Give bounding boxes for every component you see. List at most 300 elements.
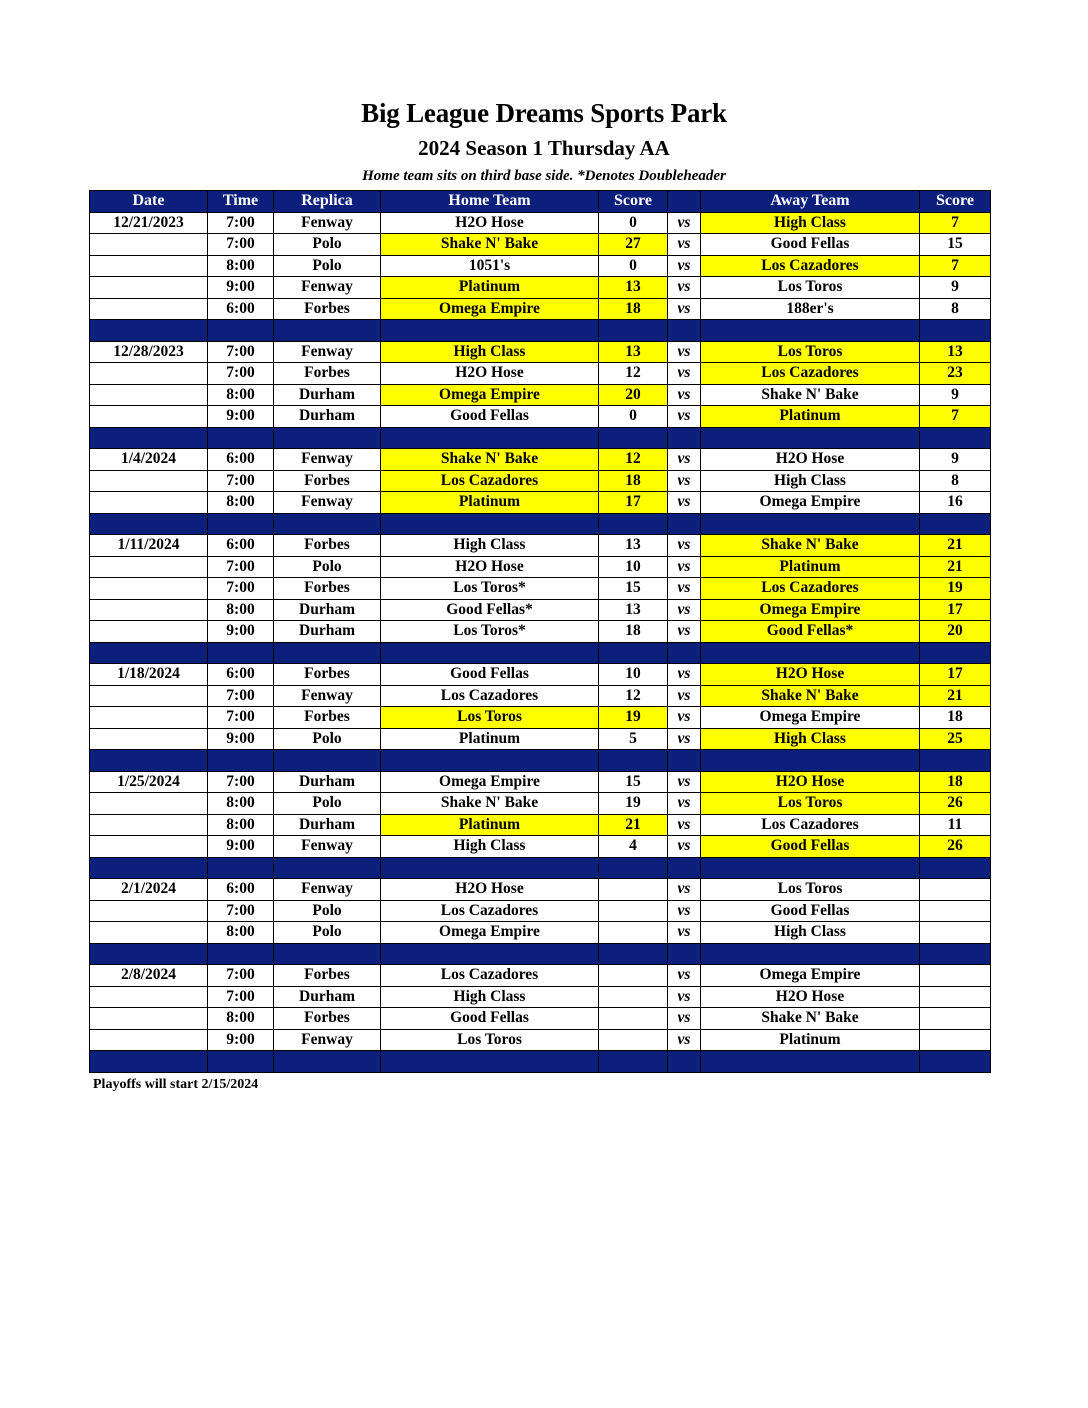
field-cell: Forbes: [274, 707, 381, 729]
home-score-cell: 27: [599, 234, 668, 256]
field-cell: Forbes: [274, 363, 381, 385]
away-score-cell: [920, 965, 991, 987]
time-cell: 7:00: [208, 900, 274, 922]
field-cell: Durham: [274, 771, 381, 793]
col-header-date: Date: [90, 191, 208, 213]
away-score-cell: 8: [920, 470, 991, 492]
date-cell: [90, 363, 208, 385]
field-cell: Forbes: [274, 470, 381, 492]
separator-cell: [701, 642, 920, 664]
vs-cell: vs: [668, 384, 701, 406]
separator-cell: [208, 1051, 274, 1073]
time-cell: 8:00: [208, 492, 274, 514]
vs-cell: vs: [668, 277, 701, 299]
date-cell: 2/1/2024: [90, 879, 208, 901]
away-score-cell: [920, 1008, 991, 1030]
time-cell: 6:00: [208, 298, 274, 320]
away-score-cell: 26: [920, 793, 991, 815]
separator-row: [90, 320, 991, 342]
time-cell: 8:00: [208, 793, 274, 815]
away-team-cell: High Class: [701, 728, 920, 750]
home-score-cell: 12: [599, 363, 668, 385]
separator-row: [90, 427, 991, 449]
home-team-cell: Good Fellas*: [381, 599, 599, 621]
date-cell: [90, 707, 208, 729]
separator-cell: [90, 943, 208, 965]
time-cell: 9:00: [208, 277, 274, 299]
date-cell: [90, 255, 208, 277]
field-cell: Fenway: [274, 879, 381, 901]
away-score-cell: 7: [920, 406, 991, 428]
date-cell: [90, 234, 208, 256]
field-cell: Durham: [274, 814, 381, 836]
away-team-cell: H2O Hose: [701, 771, 920, 793]
home-team-cell: High Class: [381, 535, 599, 557]
vs-cell: vs: [668, 535, 701, 557]
table-row: [90, 277, 991, 299]
field-cell: Forbes: [274, 535, 381, 557]
date-cell: [90, 793, 208, 815]
time-cell: 9:00: [208, 1029, 274, 1051]
field-cell: Fenway: [274, 341, 381, 363]
away-team-cell: Los Cazadores: [701, 363, 920, 385]
separator-cell: [90, 513, 208, 535]
date-cell: [90, 1029, 208, 1051]
home-team-cell: Omega Empire: [381, 922, 599, 944]
date-cell: [90, 384, 208, 406]
separator-cell: [381, 320, 599, 342]
home-score-cell: [599, 900, 668, 922]
away-team-cell: Good Fellas: [701, 900, 920, 922]
away-team-cell: Shake N' Bake: [701, 685, 920, 707]
time-cell: 7:00: [208, 556, 274, 578]
away-score-cell: [920, 879, 991, 901]
away-score-cell: 26: [920, 836, 991, 858]
field-cell: Fenway: [274, 449, 381, 471]
time-cell: 8:00: [208, 384, 274, 406]
separator-cell: [701, 943, 920, 965]
separator-cell: [599, 1051, 668, 1073]
field-cell: Forbes: [274, 578, 381, 600]
vs-cell: vs: [668, 879, 701, 901]
table-row: [90, 621, 991, 643]
field-cell: Fenway: [274, 212, 381, 234]
separator-cell: [920, 750, 991, 772]
field-cell: Polo: [274, 234, 381, 256]
separator-cell: [274, 1051, 381, 1073]
away-score-cell: 21: [920, 685, 991, 707]
away-score-cell: 17: [920, 599, 991, 621]
col-header-away-score: Score: [920, 191, 991, 213]
vs-cell: vs: [668, 1008, 701, 1030]
vs-cell: vs: [668, 1029, 701, 1051]
table-row: [90, 728, 991, 750]
field-cell: Forbes: [274, 664, 381, 686]
away-team-cell: H2O Hose: [701, 449, 920, 471]
away-team-cell: H2O Hose: [701, 664, 920, 686]
separator-cell: [208, 513, 274, 535]
home-score-cell: 20: [599, 384, 668, 406]
home-score-cell: 13: [599, 341, 668, 363]
schedule-note: Home team sits on third base side. *Denotes Doubleheader: [362, 168, 726, 184]
table-row: [90, 664, 991, 686]
home-team-cell: Platinum: [381, 277, 599, 299]
vs-cell: vs: [668, 728, 701, 750]
home-team-cell: High Class: [381, 986, 599, 1008]
vs-cell: vs: [668, 599, 701, 621]
vs-cell: vs: [668, 814, 701, 836]
separator-cell: [381, 943, 599, 965]
home-score-cell: 18: [599, 298, 668, 320]
col-header-home-team: Home Team: [381, 191, 599, 213]
away-score-cell: 8: [920, 298, 991, 320]
separator-row: [90, 642, 991, 664]
vs-cell: vs: [668, 986, 701, 1008]
home-team-cell: H2O Hose: [381, 556, 599, 578]
table-row: [90, 492, 991, 514]
separator-cell: [381, 750, 599, 772]
field-cell: Polo: [274, 255, 381, 277]
separator-row: [90, 750, 991, 772]
field-cell: Forbes: [274, 298, 381, 320]
separator-row: [90, 513, 991, 535]
table-row: [90, 298, 991, 320]
home-team-cell: H2O Hose: [381, 879, 599, 901]
away-team-cell: Los Toros: [701, 879, 920, 901]
time-cell: 9:00: [208, 621, 274, 643]
field-cell: Fenway: [274, 836, 381, 858]
table-row: [90, 1029, 991, 1051]
date-cell: [90, 900, 208, 922]
vs-cell: vs: [668, 341, 701, 363]
separator-cell: [920, 427, 991, 449]
separator-cell: [668, 750, 701, 772]
table-header-row: [90, 191, 991, 213]
date-cell: [90, 986, 208, 1008]
home-score-cell: [599, 965, 668, 987]
away-score-cell: [920, 900, 991, 922]
home-team-cell: Los Cazadores: [381, 685, 599, 707]
time-cell: 7:00: [208, 212, 274, 234]
time-cell: 7:00: [208, 965, 274, 987]
away-score-cell: 21: [920, 535, 991, 557]
separator-cell: [208, 943, 274, 965]
home-score-cell: 13: [599, 277, 668, 299]
field-cell: Durham: [274, 406, 381, 428]
home-score-cell: 13: [599, 535, 668, 557]
home-team-cell: High Class: [381, 341, 599, 363]
separator-cell: [208, 642, 274, 664]
field-cell: Polo: [274, 793, 381, 815]
home-team-cell: Good Fellas: [381, 406, 599, 428]
field-cell: Polo: [274, 728, 381, 750]
away-team-cell: H2O Hose: [701, 986, 920, 1008]
separator-cell: [599, 513, 668, 535]
field-cell: Polo: [274, 556, 381, 578]
time-cell: 7:00: [208, 470, 274, 492]
away-score-cell: 23: [920, 363, 991, 385]
time-cell: 8:00: [208, 922, 274, 944]
table-row: [90, 556, 991, 578]
away-score-cell: 11: [920, 814, 991, 836]
time-cell: 7:00: [208, 685, 274, 707]
separator-cell: [381, 857, 599, 879]
away-team-cell: 188er's: [701, 298, 920, 320]
separator-cell: [920, 513, 991, 535]
field-cell: Durham: [274, 986, 381, 1008]
vs-cell: vs: [668, 492, 701, 514]
table-row: [90, 363, 991, 385]
date-cell: [90, 406, 208, 428]
vs-cell: vs: [668, 234, 701, 256]
separator-cell: [599, 320, 668, 342]
home-team-cell: Shake N' Bake: [381, 234, 599, 256]
separator-cell: [668, 320, 701, 342]
home-score-cell: 10: [599, 556, 668, 578]
separator-cell: [668, 943, 701, 965]
separator-cell: [90, 1051, 208, 1073]
separator-cell: [920, 642, 991, 664]
separator-cell: [381, 642, 599, 664]
home-score-cell: 17: [599, 492, 668, 514]
separator-cell: [920, 943, 991, 965]
separator-cell: [208, 857, 274, 879]
home-team-cell: Shake N' Bake: [381, 449, 599, 471]
date-cell: [90, 277, 208, 299]
home-score-cell: [599, 922, 668, 944]
home-score-cell: [599, 1008, 668, 1030]
home-score-cell: 4: [599, 836, 668, 858]
table-row: [90, 212, 991, 234]
away-team-cell: Los Toros: [701, 341, 920, 363]
field-cell: Fenway: [274, 492, 381, 514]
away-score-cell: 7: [920, 212, 991, 234]
home-score-cell: 12: [599, 449, 668, 471]
away-team-cell: High Class: [701, 470, 920, 492]
home-team-cell: Shake N' Bake: [381, 793, 599, 815]
away-score-cell: 19: [920, 578, 991, 600]
separator-row: [90, 1051, 991, 1073]
home-team-cell: Los Cazadores: [381, 965, 599, 987]
date-cell: 1/4/2024: [90, 449, 208, 471]
separator-cell: [274, 513, 381, 535]
separator-cell: [599, 750, 668, 772]
vs-cell: vs: [668, 965, 701, 987]
table-row: [90, 341, 991, 363]
playoffs-note: Playoffs will start 2/15/2024: [93, 1077, 259, 1092]
separator-cell: [274, 943, 381, 965]
time-cell: 6:00: [208, 879, 274, 901]
away-team-cell: Good Fellas*: [701, 621, 920, 643]
separator-cell: [90, 857, 208, 879]
table-row: [90, 836, 991, 858]
away-score-cell: 9: [920, 277, 991, 299]
home-score-cell: 0: [599, 255, 668, 277]
home-team-cell: 1051's: [381, 255, 599, 277]
vs-cell: vs: [668, 298, 701, 320]
time-cell: 6:00: [208, 535, 274, 557]
home-team-cell: Good Fellas: [381, 1008, 599, 1030]
time-cell: 6:00: [208, 449, 274, 471]
away-score-cell: 7: [920, 255, 991, 277]
away-score-cell: 17: [920, 664, 991, 686]
home-team-cell: High Class: [381, 836, 599, 858]
separator-cell: [668, 857, 701, 879]
date-cell: [90, 578, 208, 600]
date-cell: [90, 470, 208, 492]
away-score-cell: 13: [920, 341, 991, 363]
home-score-cell: [599, 1029, 668, 1051]
col-header-home-score: Score: [599, 191, 668, 213]
schedule-body: [90, 212, 991, 1072]
date-cell: [90, 1008, 208, 1030]
time-cell: 8:00: [208, 599, 274, 621]
home-team-cell: Omega Empire: [381, 298, 599, 320]
date-cell: [90, 814, 208, 836]
separator-cell: [90, 750, 208, 772]
time-cell: 7:00: [208, 771, 274, 793]
table-row: [90, 707, 991, 729]
vs-cell: vs: [668, 449, 701, 471]
home-score-cell: 15: [599, 771, 668, 793]
away-score-cell: 18: [920, 771, 991, 793]
separator-cell: [274, 750, 381, 772]
separator-cell: [599, 857, 668, 879]
field-cell: Polo: [274, 922, 381, 944]
date-cell: 1/25/2024: [90, 771, 208, 793]
home-score-cell: 15: [599, 578, 668, 600]
date-cell: [90, 922, 208, 944]
col-header-away-team: Away Team: [701, 191, 920, 213]
table-row: [90, 685, 991, 707]
vs-cell: vs: [668, 836, 701, 858]
away-team-cell: Shake N' Bake: [701, 535, 920, 557]
away-team-cell: Los Cazadores: [701, 814, 920, 836]
vs-cell: vs: [668, 556, 701, 578]
home-score-cell: 19: [599, 793, 668, 815]
field-cell: Fenway: [274, 1029, 381, 1051]
date-cell: 1/18/2024: [90, 664, 208, 686]
home-team-cell: Platinum: [381, 814, 599, 836]
home-score-cell: [599, 986, 668, 1008]
away-score-cell: 20: [920, 621, 991, 643]
separator-cell: [920, 857, 991, 879]
time-cell: 9:00: [208, 836, 274, 858]
vs-cell: vs: [668, 212, 701, 234]
home-score-cell: 18: [599, 621, 668, 643]
separator-cell: [381, 427, 599, 449]
table-row: [90, 255, 991, 277]
separator-cell: [920, 320, 991, 342]
away-score-cell: 9: [920, 384, 991, 406]
away-team-cell: Los Cazadores: [701, 255, 920, 277]
table-row: [90, 578, 991, 600]
table-row: [90, 879, 991, 901]
separator-cell: [701, 750, 920, 772]
table-row: [90, 535, 991, 557]
field-cell: Forbes: [274, 965, 381, 987]
away-team-cell: Good Fellas: [701, 234, 920, 256]
vs-cell: vs: [668, 363, 701, 385]
separator-cell: [701, 513, 920, 535]
separator-cell: [90, 320, 208, 342]
separator-cell: [274, 320, 381, 342]
col-header-vs: [668, 191, 701, 213]
field-cell: Fenway: [274, 685, 381, 707]
time-cell: 7:00: [208, 341, 274, 363]
time-cell: 7:00: [208, 363, 274, 385]
time-cell: 6:00: [208, 664, 274, 686]
time-cell: 7:00: [208, 578, 274, 600]
home-team-cell: Los Toros: [381, 707, 599, 729]
table-row: [90, 986, 991, 1008]
away-team-cell: Shake N' Bake: [701, 384, 920, 406]
separator-cell: [208, 320, 274, 342]
away-team-cell: Omega Empire: [701, 965, 920, 987]
home-score-cell: 21: [599, 814, 668, 836]
away-team-cell: Shake N' Bake: [701, 1008, 920, 1030]
time-cell: 8:00: [208, 814, 274, 836]
separator-cell: [381, 1051, 599, 1073]
away-team-cell: Platinum: [701, 1029, 920, 1051]
home-team-cell: Platinum: [381, 728, 599, 750]
field-cell: Durham: [274, 384, 381, 406]
field-cell: Fenway: [274, 277, 381, 299]
home-team-cell: Los Cazadores: [381, 470, 599, 492]
table-row: [90, 814, 991, 836]
field-cell: Durham: [274, 599, 381, 621]
separator-cell: [599, 943, 668, 965]
vs-cell: vs: [668, 685, 701, 707]
away-team-cell: Los Toros: [701, 277, 920, 299]
away-team-cell: Platinum: [701, 556, 920, 578]
separator-cell: [381, 513, 599, 535]
away-score-cell: 16: [920, 492, 991, 514]
separator-cell: [701, 320, 920, 342]
separator-cell: [668, 427, 701, 449]
date-cell: 12/21/2023: [90, 212, 208, 234]
home-score-cell: 13: [599, 599, 668, 621]
time-cell: 8:00: [208, 1008, 274, 1030]
date-cell: 12/28/2023: [90, 341, 208, 363]
page-title: Big League Dreams Sports Park: [361, 98, 727, 128]
separator-cell: [90, 642, 208, 664]
away-team-cell: Omega Empire: [701, 492, 920, 514]
separator-cell: [599, 642, 668, 664]
vs-cell: vs: [668, 578, 701, 600]
page-subtitle: 2024 Season 1 Thursday AA: [418, 136, 670, 160]
time-cell: 7:00: [208, 707, 274, 729]
home-team-cell: H2O Hose: [381, 363, 599, 385]
separator-cell: [90, 427, 208, 449]
separator-cell: [701, 427, 920, 449]
vs-cell: vs: [668, 621, 701, 643]
table-row: [90, 922, 991, 944]
away-team-cell: Good Fellas: [701, 836, 920, 858]
vs-cell: vs: [668, 707, 701, 729]
table-row: [90, 599, 991, 621]
schedule-table: [89, 190, 991, 1073]
home-team-cell: Omega Empire: [381, 384, 599, 406]
date-cell: 2/8/2024: [90, 965, 208, 987]
separator-cell: [208, 750, 274, 772]
home-score-cell: 12: [599, 685, 668, 707]
separator-cell: [701, 1051, 920, 1073]
away-team-cell: Omega Empire: [701, 707, 920, 729]
separator-cell: [701, 857, 920, 879]
table-row: [90, 1008, 991, 1030]
home-team-cell: Los Toros*: [381, 578, 599, 600]
